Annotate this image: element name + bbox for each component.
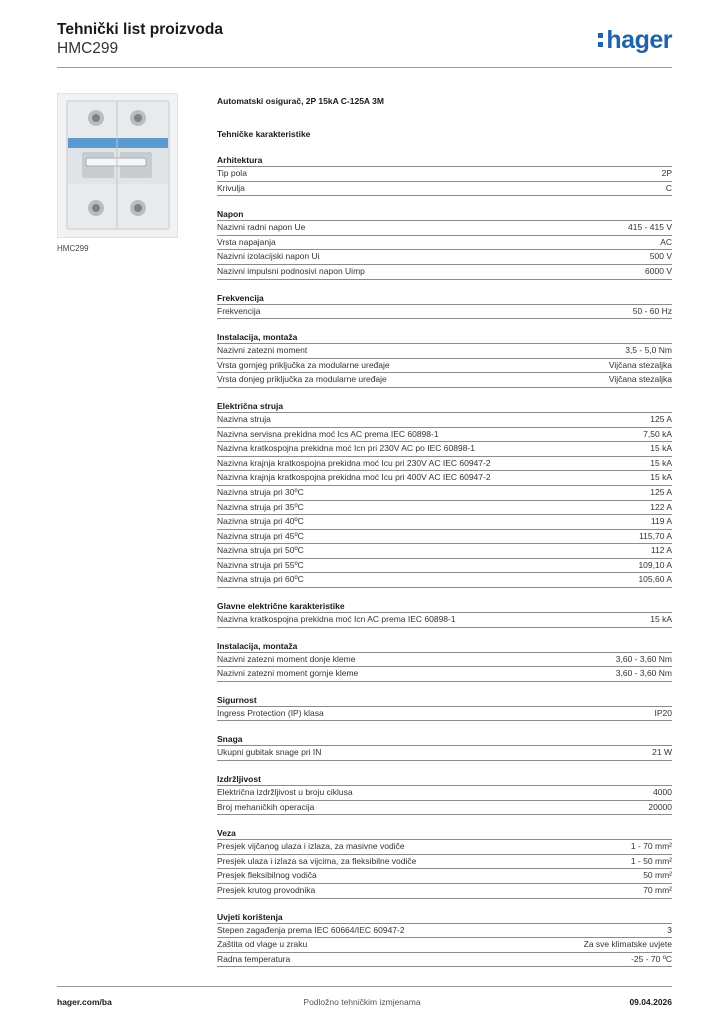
spec-table [217,839,672,898]
spec-row [217,235,672,250]
spec-label: Frekvencija [217,305,261,316]
spec-section [217,600,672,628]
spec-value: 15 kA [650,457,672,468]
spec-value: 50 - 60 Hz [632,305,672,316]
footer-website: hager.com/ba [57,997,112,1007]
spec-label: Nazivna kratkospojna prekidna moć Icn pri 230V AC po IEC 60898-1 [217,443,475,454]
spec-table [217,923,672,968]
spec-value: 1 - 70 mm² [630,841,672,852]
spec-row [217,166,672,181]
spec-row [217,785,672,800]
spec-row [217,181,672,197]
spec-label: Presjek krutog provodnika [217,885,316,895]
spec-label: Vrsta napajanja [217,236,276,247]
spec-label: Nazivna struja pri 55ºC [217,559,304,570]
spec-label: Nazivni impulsni podnosivi napon Uimp [217,265,365,276]
spec-section [217,154,672,196]
spec-label: Nazivni zatezni moment [217,345,308,356]
spec-label: Tip pola [217,168,247,178]
spec-row [217,883,672,899]
section-title: Veza [217,828,236,839]
spec-row [217,412,672,427]
footer-note: Podložno tehničkim izmjenama [303,997,421,1007]
spec-label: Nazivna struja [217,413,271,424]
spec-row [217,868,672,883]
spec-value: 109,10 A [638,559,672,570]
spec-label: Presjek fleksibilnog vodiča [217,870,317,881]
spec-label: Presjek vijčanog ulaza i izlaza, za masivne vodiče [217,841,405,852]
spec-table [217,343,672,388]
spec-section [217,694,672,722]
spec-row [217,706,672,722]
spec-value: IP20 [654,707,672,718]
spec-value: 6000 V [645,265,672,276]
spec-table [217,745,672,761]
spec-value: 125 A [650,413,672,424]
spec-row [217,558,672,573]
spec-value: 15 kA [650,614,672,625]
spec-value: 7,50 kA [643,428,672,439]
spec-value: Vijčana stezaljka [608,374,672,385]
spec-table [217,612,672,628]
footer-date: 09.04.2026 [629,997,672,1007]
spec-value: 4000 [653,787,672,798]
spec-label: Ukupni gubitak snage pri IN [217,747,322,758]
spec-value: 20000 [648,801,672,812]
spec-row [217,745,672,761]
spec-row [217,854,672,869]
spec-section [217,640,672,682]
spec-row [217,358,672,373]
section-title: Napon [217,209,244,220]
spec-value: AC [660,236,672,247]
spec-label: Električna izdržljivost u broju ciklusa [217,787,353,798]
spec-row [217,529,672,544]
section-title: Instalacija, montaža [217,332,298,343]
brand-name: hager [606,26,672,54]
section-title: Glavne električne karakteristike [217,601,345,612]
spec-label: Nazivni izolacijski napon Ui [217,251,320,262]
spec-row [217,372,672,388]
spec-section [217,208,672,279]
spec-row [217,427,672,442]
spec-value: 500 V [649,251,672,262]
spec-value: 122 A [650,501,672,512]
spec-value: 119 A [650,516,672,527]
spec-table [217,706,672,722]
spec-content [217,96,672,979]
spec-value: 415 - 415 V [628,222,672,233]
spec-table [217,412,672,588]
section-title: Instalacija, montaža [217,640,298,651]
section-title: Uvjeti korištenja [217,911,283,922]
spec-value: -25 - 70 ºC [631,953,672,964]
spec-value: Vijčana stezaljka [608,359,672,370]
spec-value: 2P [661,168,672,178]
spec-row [217,264,672,280]
spec-value: 115,70 A [639,530,672,541]
spec-row [217,923,672,938]
spec-row [217,441,672,456]
spec-label: Zaštita od vlage u zraku [217,939,308,950]
spec-row [217,304,672,320]
spec-section [217,827,672,898]
header-divider [57,67,672,68]
spec-label: Nazivna struja pri 45ºC [217,530,304,541]
spec-table [217,166,672,196]
spec-value: 112 A [650,545,672,556]
spec-row [217,543,672,558]
spec-row [217,343,672,358]
spec-value: 3,60 - 3,60 Nm [615,668,672,679]
spec-label: Nazivna struja pri 50ºC [217,545,304,556]
spec-label: Nazivna struja pri 40ºC [217,516,304,527]
spec-sections [217,154,672,967]
spec-label: Stepen zagađenja prema IEC 60664/IEC 60947-2 [217,924,405,935]
spec-row [217,470,672,485]
section-title: Sigurnost [217,694,257,705]
spec-table [217,304,672,320]
spec-value: 15 kA [650,443,672,454]
spec-label: Nazivna struja pri 35ºC [217,501,304,512]
footer-divider [57,986,672,987]
image-caption: HMC299 [57,244,89,253]
spec-value: 3 [667,924,672,935]
spec-label: Nazivni zatezni moment gornje kleme [217,668,359,679]
spec-label: Ingress Protection (IP) klasa [217,707,324,718]
spec-label: Radna temperatura [217,953,291,964]
spec-value: Za sve klimatske uvjete [583,939,672,950]
spec-row [217,612,672,628]
spec-table [217,220,672,279]
spec-label: Presjek ulaza i izlaza sa vijcima, za fleksibilne vodiče [217,855,417,866]
spec-value: 3,5 - 5,0 Nm [625,345,672,356]
spec-label: Nazivna kratkospojna prekidna moć Icn AC prema IEC 60898-1 [217,614,456,625]
spec-row [217,249,672,264]
spec-value: 70 mm² [643,885,672,895]
section-title: Snaga [217,734,243,745]
spec-table [217,652,672,682]
spec-row [217,839,672,854]
product-code: HMC299 [57,40,119,57]
product-name: Automatski osigurač, 2P 15kA C-125A 3M [217,96,384,106]
spec-section [217,911,672,968]
spec-label: Broj mehaničkih operacija [217,801,315,812]
spec-row [217,952,672,968]
spec-row [217,456,672,471]
spec-row [217,572,672,588]
document-title: Tehnički list proizvoda [57,21,223,38]
hager-logo [598,26,672,55]
section-title: Izdržljivost [217,774,261,785]
spec-label: Nazivna servisna prekidna moć Ics AC prema IEC 60898-1 [217,428,439,439]
spec-label: Nazivna krajnja kratkospojna prekidna moć Icu pri 400V AC IEC 60947-2 [217,472,491,483]
spec-value: 21 W [652,747,672,758]
document-header [57,20,223,58]
logo-dots-icon [598,31,604,47]
spec-section [217,292,672,320]
spec-value: 3,60 - 3,60 Nm [615,653,672,664]
characteristics-title: Tehničke karakteristike [217,129,311,139]
spec-label: Nazivna struja pri 30ºC [217,486,304,497]
spec-row [217,220,672,235]
product-image [57,93,178,238]
spec-row [217,800,672,816]
spec-row [217,652,672,667]
spec-value: 125 A [650,486,672,497]
spec-section [217,400,672,588]
spec-label: Nazivni zatezni moment donje kleme [217,653,356,664]
spec-label: Nazivna struja pri 60ºC [217,574,304,585]
spec-section [217,733,672,761]
spec-row [217,514,672,529]
spec-label: Vrsta gornjeg priključka za modularne uređaje [217,359,390,370]
spec-row [217,666,672,682]
spec-label: Vrsta donjeg priključka za modularne uređaje [217,374,387,385]
spec-label: Nazivni radni napon Ue [217,222,306,233]
section-title: Arhitektura [217,155,263,165]
section-title: Električna struja [217,400,284,411]
spec-value: 1 - 50 mm² [630,855,672,866]
spec-row [217,937,672,952]
spec-row [217,485,672,500]
spec-table [217,785,672,815]
spec-value: 50 mm² [643,870,672,881]
spec-value: 15 kA [650,472,672,483]
section-title: Frekvencija [217,292,264,303]
spec-section [217,331,672,388]
spec-label: Nazivna krajnja kratkospojna prekidna moć Icu pri 230V AC IEC 60947-2 [217,457,491,468]
spec-section [217,773,672,815]
spec-value: C [665,182,672,193]
spec-row [217,500,672,515]
spec-label: Krivulja [217,182,245,193]
spec-value: 105,60 A [638,574,672,585]
